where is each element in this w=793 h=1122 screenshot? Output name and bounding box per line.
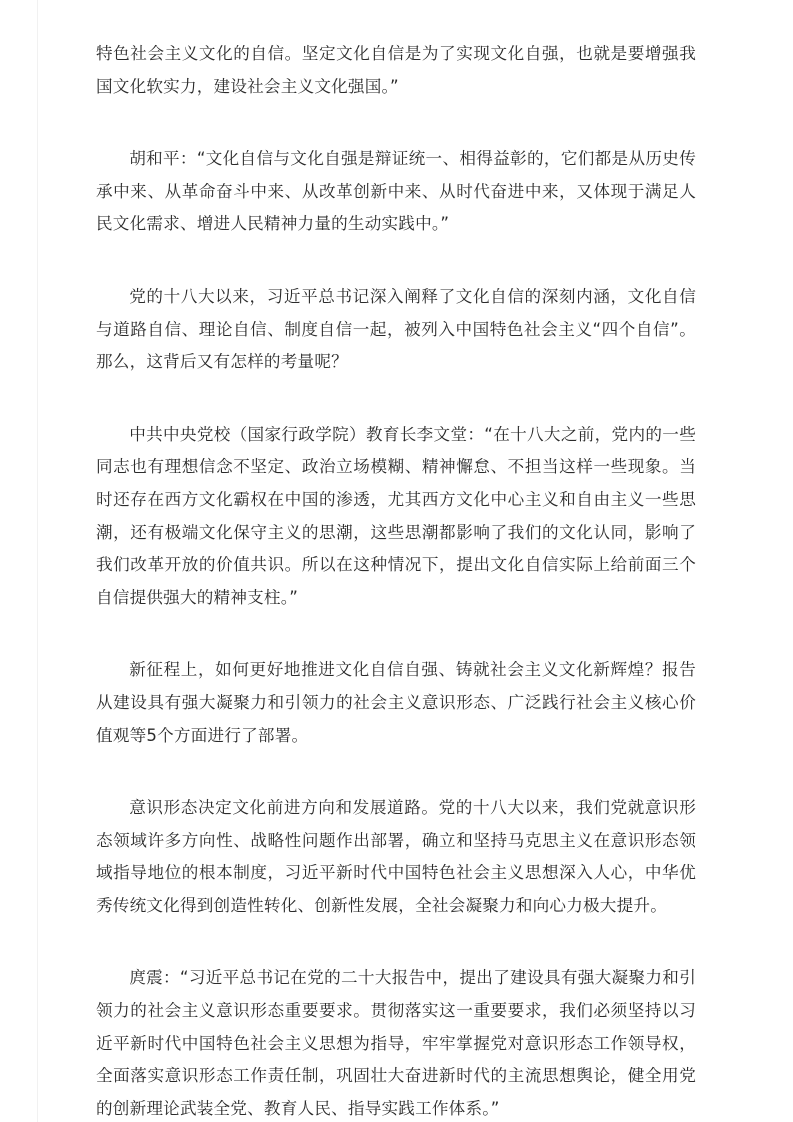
paragraph-2: 胡和平：“文化自信与文化自强是辩证统一、相得益彰的，它们都是从历史传承中来、从革命奋斗中来、从改革创新中来、从时代奋进中来，又体现于满足人民文化需求、增进人民精神力量的生动实践中。” bbox=[96, 149, 696, 234]
paragraph-7: 庹震：“习近平总书记在党的二十大报告中，提出了建设具有强大凝聚力和引领力的社会主义意识形态重要要求。贯彻落实这一重要要求，我们必须坚持以习近平新时代中国特色社会主义思想为指导，牢牢掌握党对意识形态工作领导权，全面落实意识形态工作责任制，巩固壮大奋进新时代的主流思想舆论，健全用党的创新理论武装全党、教育人民、指导实践工作体系。” bbox=[96, 968, 696, 1118]
paragraph-1: 特色社会主义文化的自信。坚定文化自信是为了实现文化自强，也就是要增强我国文化软实力，建设社会主义文化强国。” bbox=[96, 44, 696, 96]
paragraph-3: 党的十八大以来，习近平总书记深入阐释了文化自信的深刻内涵，文化自信与道路自信、理论自信、制度自信一起，被列入中国特色社会主义“四个自信”。那么，这背后又有怎样的考量呢？ bbox=[96, 286, 696, 372]
paragraph-4: 中共中央党校（国家行政学院）教育长李文堂：“在十八大之前，党内的一些同志也有理想信念不坚定、政治立场模糊、精神懈怠、不担当这样一些现象。当时还存在西方文化霸权在中国的渗透，尤其西方文化中心主义和自由主义一些思潮，还有极端文化保守主义的思潮，这些思潮都影响了我们的文化认同，影响了我们改革开放的价值共识。所以在这种情况下，提出文化自信实际上给前面三个自信提供强大的精神支柱。” bbox=[96, 424, 696, 607]
page-edge bbox=[37, 0, 38, 1122]
paragraph-6: 意识形态决定文化前进方向和发展道路。党的十八大以来，我们党就意识形态领域许多方向性、战略性问题作出部署，确立和坚持马克思主义在意识形态领域指导地位的根本制度，习近平新时代中国特色社会主义思想深入人心，中华优秀传统文化得到创造性转化、创新性发展，全社会凝聚力和向心力极大提升。 bbox=[96, 798, 696, 915]
article-body bbox=[96, 38, 696, 1122]
paragraph-5: 新征程上，如何更好地推进文化自信自强、铸就社会主义文化新辉煌？报告从建设具有强大凝聚力和引领力的社会主义意识形态、广泛践行社会主义核心价值观等5个方面进行了部署。 bbox=[96, 660, 696, 745]
